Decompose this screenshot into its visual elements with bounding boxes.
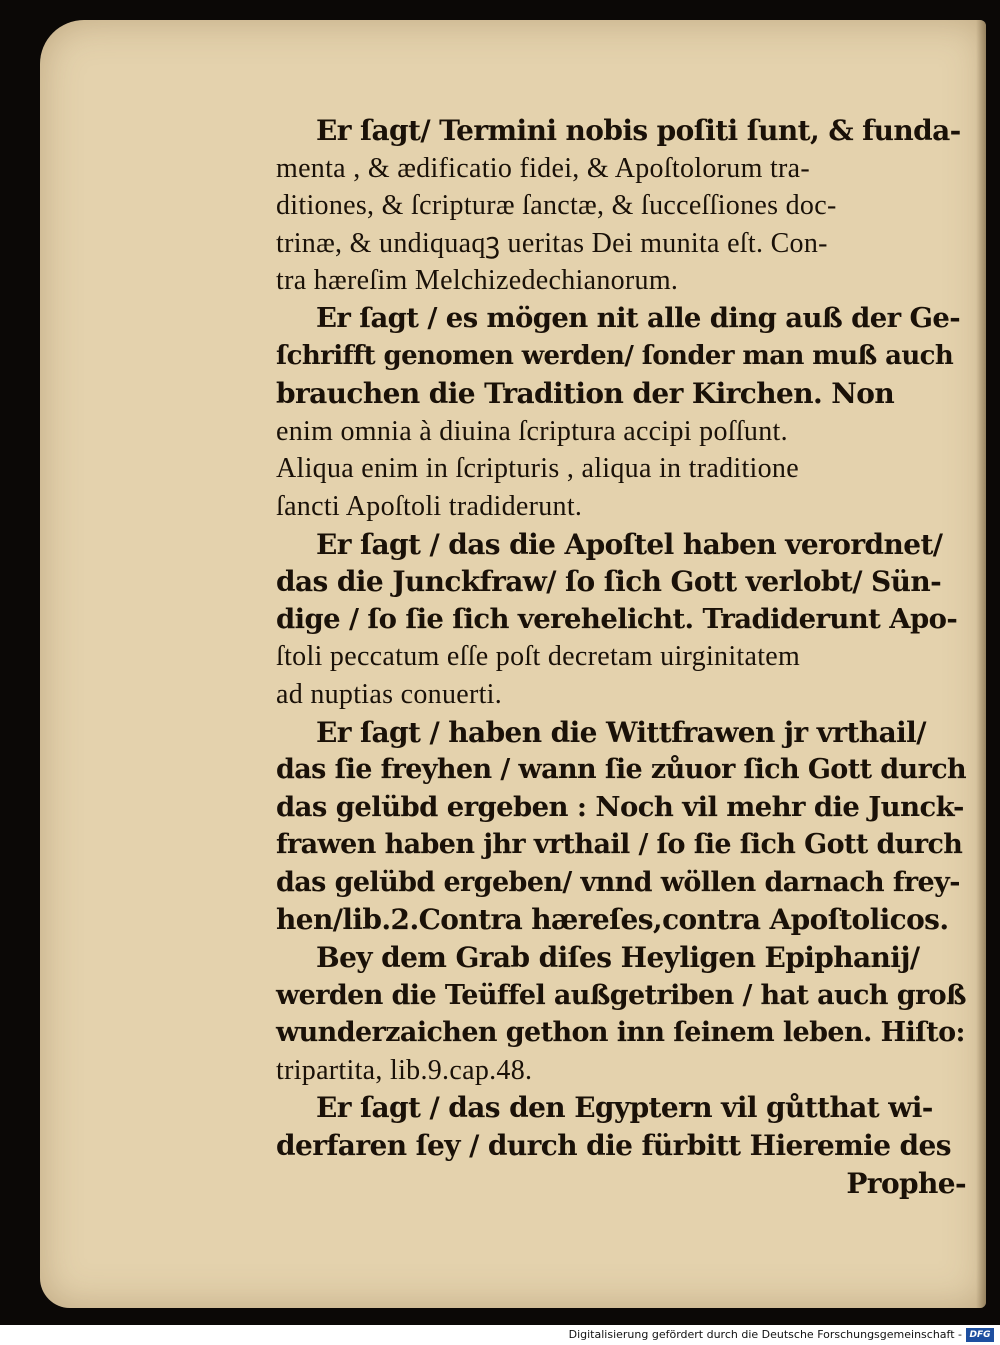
text-line: Bey dem Grab diſes Heyligen Epiphanij/	[316, 941, 920, 975]
text-line: ad nuptias conuerti.	[276, 678, 503, 710]
text-line: wunderzaichen gethon inn ſeinem leben. Hiſto:	[276, 1017, 965, 1049]
text-line: das ſie freyhen / wann ſie zůuor ſich Gott durch	[276, 754, 967, 786]
text-line: Er ſagt / haben die Wittfrawen jr vrthail/	[316, 715, 926, 749]
footer-bar	[0, 1325, 1000, 1345]
text-line: das gelübd ergeben/ vnnd wöllen darnach frey-	[276, 866, 960, 898]
text-line: derfaren ſey / durch die fürbitt Hieremie des	[276, 1129, 951, 1163]
text-line: ſchrifft genomen werden/ ſonder man muß auch	[276, 340, 954, 371]
book-page	[40, 20, 986, 1308]
text-line: Er ſagt/ Termini nobis poſiti ſunt, & funda-	[316, 114, 961, 147]
text-line: tra hæreſim Melchizedechianorum.	[276, 265, 679, 297]
text-line: das gelübd ergeben : Noch vil mehr die Junck-	[276, 790, 964, 823]
text-line: werden die Teüffel außgetriben / hat auch groß	[276, 979, 966, 1011]
text-line: das die Junckfraw/ ſo ſich Gott verlobt/ Sün-	[276, 565, 942, 599]
dfg-logo: DFG	[966, 1328, 994, 1342]
text-line: Aliqua enim in ſcripturis , aliqua in traditione	[276, 453, 799, 485]
text-line: trinæ, & undiquaqꝫ ueritas Dei munita eſt. Con-	[276, 227, 828, 259]
text-block	[276, 112, 966, 1202]
text-line: brauchen die Tradition der Kirchen. Non	[276, 377, 895, 411]
text-line: dige / ſo ſie ſich verehelicht. Tradiderunt Apo-	[276, 602, 958, 635]
text-line: tripartita, lib.9.cap.48.	[276, 1054, 533, 1086]
text-line: Er ſagt / es mögen nit alle ding auß der Ge-	[316, 301, 961, 334]
text-line: ſtoli peccatum eſſe poſt decretam uirginitatem	[276, 641, 801, 673]
digitization-credit: Digitalisierung gefördert durch die Deutsche Forschungsgemeinschaft -	[568, 1328, 962, 1341]
text-line: Prophe-	[846, 1166, 966, 1200]
text-line: ditiones, & ſcripturæ ſanctæ, & ſucceſſiones doc-	[276, 190, 837, 222]
text-line: Er ſagt / das den Egyptern vil gůtthat wi-	[316, 1091, 933, 1125]
text-line: frawen haben jhr vrthail / ſo ſie ſich Gott durch	[276, 829, 963, 861]
text-line: Er ſagt / das die Apoſtel haben verordnet/	[316, 527, 943, 561]
text-line: enim omnia à diuina ſcriptura accipi poſſunt.	[276, 415, 788, 447]
text-line: hen/lib.2.Contra hæreſes,contra Apoſtolicos.	[276, 903, 949, 937]
text-line: ſancti Apoſtoli tradiderunt.	[276, 490, 583, 522]
text-line: menta , & ædificatio fidei, & Apoſtolorum tra-	[276, 152, 811, 184]
